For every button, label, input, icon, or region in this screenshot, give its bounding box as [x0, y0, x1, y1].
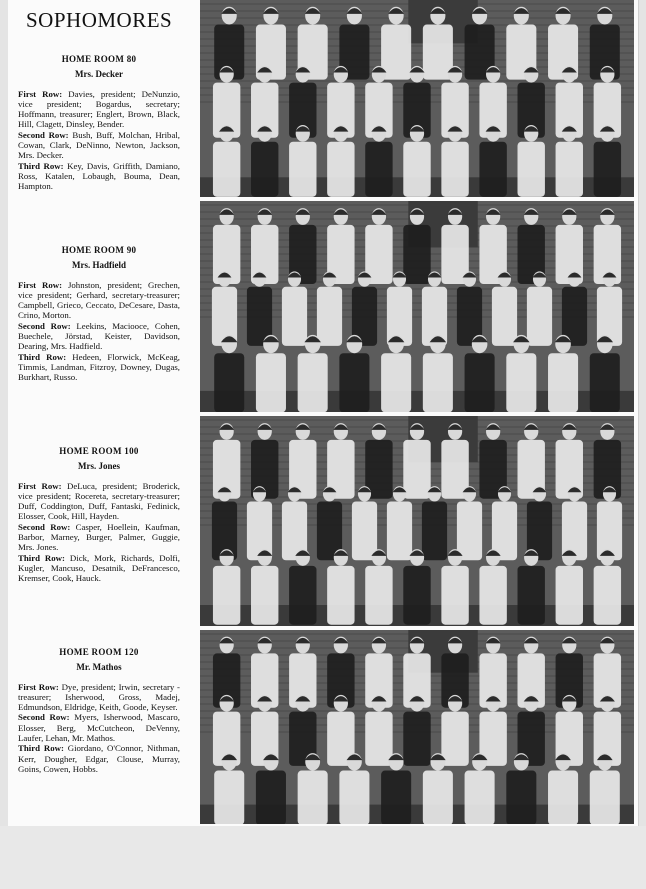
- row-label: Second Row:: [18, 712, 70, 723]
- row-names: Casper, Hoellein, Kaufman, Barbor, Marney, Burger, Palmer, Guggie, Mrs. Jones.: [18, 521, 180, 553]
- row-label: Second Row:: [18, 521, 71, 532]
- row-list: [18, 682, 180, 713]
- homeroom-80-photo: [200, 0, 634, 197]
- row-names: Dick, Mork, Richards, Dolfi, Kugler, Mancuso, Desatnik, DeFrancesco, Kremser, Cook, Hauck.: [18, 552, 180, 584]
- homeroom-80-caption: [18, 54, 180, 192]
- homeroom-teacher: Mrs. Jones: [78, 461, 120, 472]
- row-label: Second Row:: [18, 129, 69, 140]
- row-list: [18, 481, 180, 522]
- row-list: [18, 89, 180, 130]
- row-names: Bush, Buff, Molchan, Hribal, Cowan, Clark, DeNinno, Newton, Jackson, Mrs. Decker.: [18, 129, 181, 161]
- homeroom-title: HOME ROOM 120: [59, 647, 139, 657]
- homeroom-teacher: Mrs. Decker: [75, 69, 123, 80]
- group-photo: [200, 0, 634, 197]
- homeroom-teacher: Mrs. Hadfield: [72, 260, 126, 271]
- row-names: Key, Davis, Griffith, Damiano, Ross, Katalen, Lobaugh, Bouma, Dean, Hampton.: [18, 160, 181, 192]
- row-names: Giordano, O'Connor, Nithman, Kerr, Dougher, Edgar, Clouse, Murray, Goins, Cowen, Hobbs.: [18, 743, 181, 774]
- row-names: DeLuca, president; Broderick, vice president; Rocereta, secretary-treasurer; Duff, Coddington, Duff, Fantaski, Fedinick, Elosser, Cook, Hill, Hayden.: [18, 480, 181, 522]
- group-photo: [200, 416, 634, 626]
- homeroom-100-caption: [18, 446, 180, 584]
- page-title: SOPHOMORES: [26, 8, 173, 32]
- row-names: Dye, president; Irwin, secretary - treasurer; Isherwood, Gross, Madej, Edmundson, Eldridge, Keith, Goode, Keyser.: [18, 681, 180, 713]
- homeroom-90-photo: [200, 201, 634, 412]
- row-list: [18, 130, 180, 161]
- row-list: [18, 321, 180, 352]
- row-label: Second Row:: [18, 320, 71, 331]
- row-label: Third Row:: [18, 160, 64, 171]
- row-names: Leekins, Maciooce, Cohen, Buechele, Jörstad, Keister, Davidson, Dearing, Mrs. Hadfield.: [18, 320, 180, 352]
- homeroom-90-caption: [18, 245, 180, 383]
- row-list: [18, 161, 180, 192]
- row-names: Hedeen, Florwick, McKeag, Timmis, Landman, Fitzroy, Downey, Dugas, Burkhart, Russo.: [18, 351, 180, 383]
- group-photo: [200, 630, 634, 824]
- homeroom-120-photo: [200, 630, 634, 824]
- row-names: Davies, president; DeNunzio, vice president; Bogardus, secretary; Hoffmann, treasurer; Englert, Brown, Black, Hill, Clagett, Dinsley, Bender.: [18, 88, 181, 130]
- homeroom-120-caption: [18, 647, 180, 774]
- homeroom-title: HOME ROOM 80: [61, 54, 137, 64]
- row-list: [18, 522, 180, 553]
- row-names: Johnston, president; Grechen, vice president; Gerhard, secretary-treasurer; Campbell, Grieco, Ceccato, DeCesare, Dasta, Crino, Morton.: [18, 279, 181, 321]
- homeroom-100-photo: [200, 416, 634, 626]
- homeroom-title: HOME ROOM 90: [61, 245, 137, 255]
- group-photo: [200, 201, 634, 412]
- homeroom-title: HOME ROOM 100: [59, 446, 139, 456]
- row-label: First Row:: [18, 681, 59, 692]
- row-label: Third Row:: [18, 743, 64, 754]
- row-label: First Row:: [18, 279, 63, 290]
- scan-margin: [0, 826, 646, 889]
- row-names: Myers, Isherwood, Mascaro, Elosser, Berg, McCutcheon, DeVenny, Laufer, Lehan, Mr. Mathos.: [18, 712, 180, 744]
- row-list: [18, 743, 180, 774]
- row-label: Third Row:: [18, 351, 67, 362]
- row-label: First Row:: [18, 88, 63, 99]
- row-list: [18, 352, 180, 383]
- row-label: First Row:: [18, 480, 62, 491]
- row-list: [18, 280, 180, 321]
- homeroom-teacher: Mr. Mathos: [76, 662, 122, 673]
- row-label: Third Row:: [18, 552, 65, 563]
- row-list: [18, 712, 180, 743]
- row-list: [18, 553, 180, 584]
